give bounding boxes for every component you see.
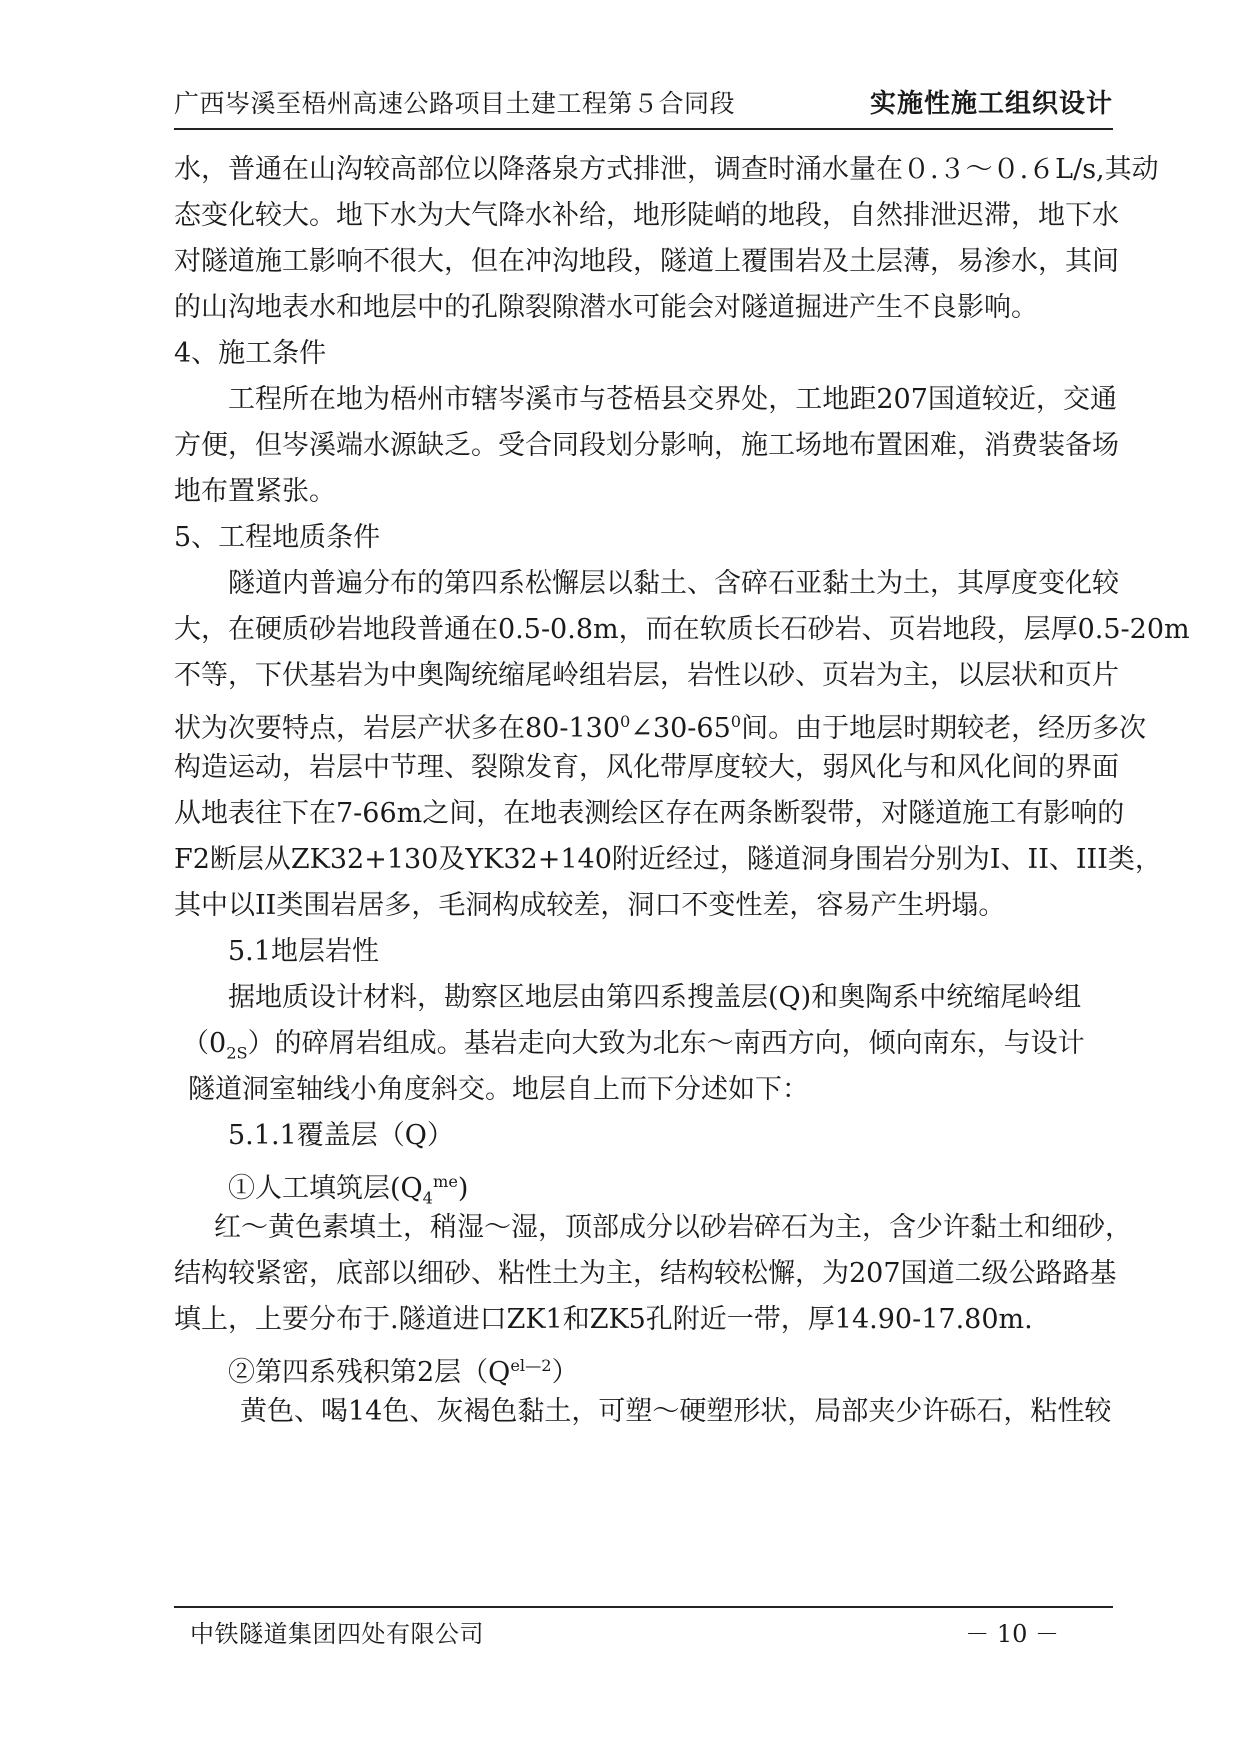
paragraph-line: 大，在硬质砂岩地段普通在0.5-0.8m，而在软质长石砂岩、页岩地段，层厚0.5-20m bbox=[174, 614, 1190, 645]
paragraph-line: 黄色、喝14色、灰褐色黏土，可塑～硬塑形状，局部夹少许砾石，粘性较 bbox=[240, 1396, 1112, 1427]
paragraph-line: 工程所在地为梧州市辖岑溪市与苍梧县交界处，工地距207国道较近，交通 bbox=[228, 384, 1117, 415]
section-heading: 4、施工条件 bbox=[174, 338, 327, 369]
paragraph-line: 隧道内普遍分布的第四系松懈层以黏土、含碎石亚黏土为土，其厚度变化较 bbox=[228, 568, 1119, 599]
header-project-title: 广西岑溪至梧州高速公路项目土建工程第５合同段 bbox=[174, 89, 736, 118]
list-heading bbox=[228, 1162, 469, 1208]
text-run: （0 bbox=[182, 1028, 227, 1059]
text-run: 间。由于地层时期较老，经历多次 bbox=[741, 713, 1147, 744]
text-run: ) bbox=[457, 1173, 469, 1204]
paragraph-line: 水，普通在山沟较高部位以降落泉方式排泄，调查时涌水量在０.３～０.６L/s,其动 bbox=[174, 154, 1159, 185]
superscript: 0 bbox=[620, 712, 631, 731]
paragraph-line: 填上，上要分布于.隧道进口ZK1和ZK5孔附近一带，厚14.90-17.80m. bbox=[174, 1304, 1033, 1335]
paragraph-line: 态变化较大。地下水为大气降水补给，地形陡峭的地段，自然排泄迟滞，地下水 bbox=[174, 200, 1119, 231]
paragraph-line: 对隧道施工影响不很大，但在冲沟地段，隧道上覆围岩及土层薄，易渗水，其间 bbox=[174, 246, 1119, 277]
text-run: ） bbox=[551, 1357, 579, 1388]
page-header bbox=[174, 84, 1113, 130]
paragraph-line: F2断层从ZK32+130及YK32+140附近经过，隧道洞身围岩分别为Ⅰ、II、III类， bbox=[174, 844, 1162, 875]
header-document-type: 实施性施工组织设计 bbox=[869, 89, 1113, 119]
paragraph-line: 构造运动，岩层中节理、裂隙发育，风化带厚度较大，弱风化与和风化间的界面 bbox=[174, 752, 1119, 783]
subscript: 4 bbox=[422, 1188, 433, 1208]
paragraph-line: 从地表往下在7-66m之间，在地表测绘区存在两条断裂带，对隧道施工有影响的 bbox=[174, 798, 1125, 829]
superscript: el—2 bbox=[510, 1356, 552, 1375]
paragraph-line: 红～黄色素填土，稍湿～湿，顶部成分以砂岩碎石为主，含少许黏土和细砂， bbox=[214, 1212, 1132, 1243]
paragraph-line: 地布置紧张。 bbox=[174, 476, 336, 507]
paragraph-line: 结构较紧密，底部以细砂、粘性土为主，结构较松懈，为207国道二级公路路基 bbox=[174, 1258, 1117, 1289]
paragraph-line: 方便，但岑溪端水源缺乏。受合同段划分影响，施工场地布置困难，消费装备场 bbox=[174, 430, 1119, 461]
text-run: 状为次要特点，岩层产状多在80-130 bbox=[174, 713, 621, 744]
text-run: ①人工填筑层(Q bbox=[228, 1173, 423, 1204]
paragraph-line: 隧道洞室轴线小角度斜交。地层自上而下分述如下： bbox=[188, 1074, 809, 1105]
section-heading: 5、工程地质条件 bbox=[174, 522, 381, 553]
page-footer bbox=[174, 1606, 1113, 1648]
paragraph-line bbox=[174, 702, 1146, 742]
text-run: ）的碎屑岩组成。基岩走向大致为北东～南西方向，倾向南东，与设计 bbox=[247, 1028, 1085, 1059]
text-run: ∠30-65 bbox=[630, 713, 731, 744]
paragraph-line: 的山沟地表水和地层中的孔隙裂隙潜水可能会对隧道掘进产生不良影响。 bbox=[174, 292, 1038, 323]
subsection-heading: 5.1.1覆盖层（Q） bbox=[228, 1120, 454, 1151]
footer-company: 中铁隧道集团四处有限公司 bbox=[190, 1620, 484, 1648]
paragraph-line bbox=[182, 1024, 1085, 1064]
subsection-heading: 5.1地层岩性 bbox=[228, 936, 379, 967]
text-run: ②第四系残积第2层（Q bbox=[228, 1357, 511, 1388]
paragraph-line: 不等，下伏基岩为中奥陶统缩尾岭组岩层，岩性以砂、页岩为主，以层状和页片 bbox=[174, 660, 1119, 691]
subscript: 2S bbox=[226, 1043, 248, 1063]
superscript: me bbox=[432, 1172, 458, 1191]
superscript: 0 bbox=[730, 712, 742, 731]
list-heading bbox=[228, 1346, 579, 1386]
paragraph-line: 据地质设计材料，勘察区地层由第四系搜盖层(Q)和奥陶系中统缩尾岭组 bbox=[228, 982, 1082, 1013]
paragraph-line: 其中以II类围岩居多，毛洞构成较差，洞口不变性差，容易产生坍塌。 bbox=[174, 890, 1006, 921]
page-number: － 10 － bbox=[965, 1620, 1059, 1648]
